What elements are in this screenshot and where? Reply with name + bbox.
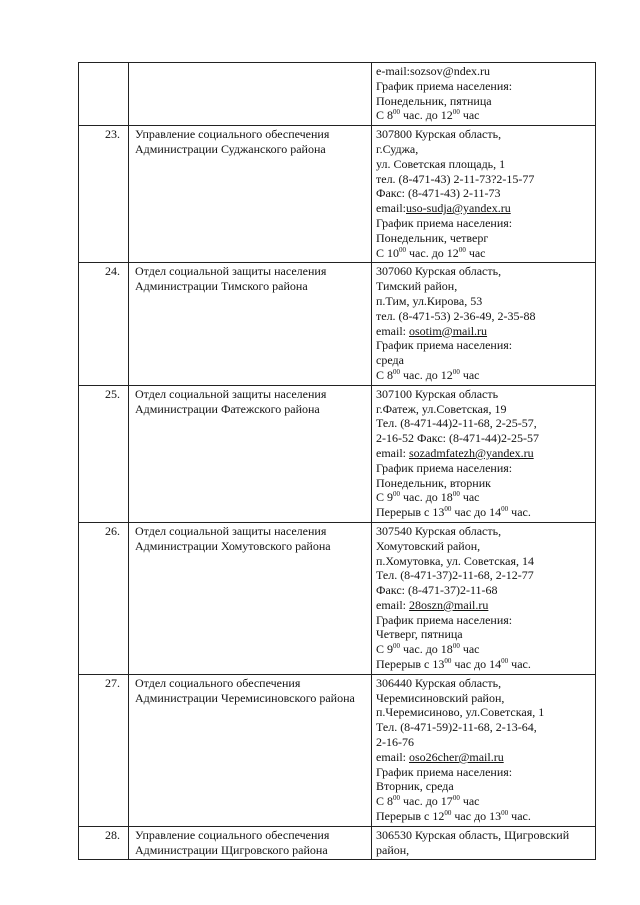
table-row [79, 63, 596, 126]
time-from-text: Перерыв с 13 [376, 505, 445, 520]
contact-line: Вторник, среда [376, 779, 454, 794]
email-link[interactable]: 28oszn@mail.ru [409, 597, 489, 612]
contact-line: Факс: (8-471-37)2-11-68 [376, 583, 498, 598]
time-to-text: час. до 18 [400, 490, 453, 505]
superscript-minutes: 00 [452, 642, 460, 651]
time-from-text: С 8 [376, 794, 394, 809]
contact-line: График приема населения: [376, 78, 513, 93]
superscript-minutes: 00 [444, 505, 452, 514]
time-to-text: час. до 18 [400, 642, 453, 657]
contact-line: График приема населения: [376, 612, 513, 627]
office-contacts [372, 826, 596, 860]
contact-line: Четверг, пятница [376, 627, 463, 642]
contact-line [376, 246, 591, 261]
time-unit-text: час [459, 108, 480, 123]
office-name: Отдел социальной защиты населения Администрации Хомутовского района [129, 522, 372, 674]
office-name: Управление социального обеспечения Администрации Щигровского района [129, 826, 372, 860]
contact-line: район, [376, 842, 410, 857]
contact-line: п.Хомутовка, ул. Советская, 14 [376, 553, 535, 568]
contact-line: Факс: (8-471-43) 2-11-73 [376, 186, 501, 201]
contact-line [376, 324, 591, 339]
email-link[interactable]: sozadmfatezh@yandex.ru [409, 445, 534, 460]
email-link[interactable]: uso-sudja@yandex.ru [406, 201, 511, 216]
contact-line: тел. (8-471-43) 2-11-73?2-15-77 [376, 171, 535, 186]
superscript-minutes: 00 [393, 108, 401, 117]
time-unit-text: час [459, 794, 480, 809]
contact-line: среда [376, 353, 404, 368]
superscript-minutes: 00 [444, 657, 452, 666]
superscript-minutes: 00 [444, 809, 452, 818]
superscript-minutes: 00 [452, 794, 460, 803]
superscript-minutes: 00 [452, 367, 460, 376]
office-contacts [372, 385, 596, 522]
contact-line [376, 505, 591, 520]
contact-line [376, 368, 591, 383]
contact-line: Тел. (8-471-59)2-11-68, 2-13-64, [376, 720, 537, 735]
row-number [79, 63, 129, 126]
time-from-text: С 9 [376, 490, 394, 505]
time-to-text: час. до 12 [400, 108, 453, 123]
office-contacts [372, 522, 596, 674]
row-number: 23. [79, 126, 129, 263]
contact-line: Тимский район, [376, 279, 458, 294]
contact-line: 307800 Курская область, [376, 127, 502, 142]
contact-line [376, 490, 591, 505]
contact-line: 2-16-52 Факс: (8-471-44)2-25-57 [376, 431, 539, 446]
email-link[interactable]: sozsov@ndex.ru [409, 64, 491, 78]
contact-line: 307540 Курская область, [376, 523, 502, 538]
contact-line [376, 750, 591, 765]
time-unit-text: час [459, 490, 480, 505]
time-unit-text: час [459, 367, 480, 382]
row-number: 28. [79, 826, 129, 860]
time-to-text: час. до 12 [406, 245, 459, 260]
contact-line [376, 598, 591, 613]
contact-line [376, 794, 591, 809]
email-label: email: [376, 445, 409, 460]
time-unit-text: час [459, 642, 480, 657]
row-number: 24. [79, 263, 129, 385]
contact-line: ул. Советская площадь, 1 [376, 156, 506, 171]
superscript-minutes: 00 [501, 657, 509, 666]
time-from-text: С 9 [376, 642, 394, 657]
row-number: 25. [79, 385, 129, 522]
row-number: 27. [79, 674, 129, 826]
time-from-text: Перерыв с 13 [376, 657, 445, 672]
contact-line: 2-16-76 [376, 735, 414, 750]
superscript-minutes: 00 [452, 108, 460, 117]
row-number: 26. [79, 522, 129, 674]
office-name: Отдел социальной защиты населения Администрации Тимского района [129, 263, 372, 385]
contact-line: Тел. (8-471-37)2-11-68, 2-12-77 [376, 568, 534, 583]
contact-line [376, 657, 591, 672]
time-from-text: С 8 [376, 108, 394, 123]
office-name: Управление социального обеспечения Администрации Суджанского района [129, 126, 372, 263]
email-link[interactable]: osotim@mail.ru [409, 323, 488, 338]
contact-line: 306440 Курская область, [376, 675, 502, 690]
contact-line: п.Тим, ул.Кирова, 53 [376, 293, 483, 308]
contact-line: 307060 Курская область, [376, 264, 502, 279]
email-label: email: [376, 597, 409, 612]
email-label: email: [376, 201, 406, 216]
contact-line: 306530 Курская область, Щигровский [376, 827, 570, 842]
superscript-minutes: 00 [393, 794, 401, 803]
time-unit-text: час [465, 245, 486, 260]
office-contacts [372, 263, 596, 385]
contact-line: Понедельник, четверг [376, 230, 489, 245]
table-row [79, 126, 596, 263]
email-link[interactable]: oso26cher@mail.ru [409, 749, 504, 764]
contact-line: Черемисиновский район, [376, 690, 505, 705]
office-name [129, 63, 372, 126]
contact-line: Хомутовский район, [376, 538, 481, 553]
email-label: email: [376, 749, 409, 764]
contact-line [376, 809, 591, 824]
time-to-text: час до 13 [451, 809, 502, 824]
time-to-text: час. до 12 [400, 367, 453, 382]
email-label: email: [376, 323, 409, 338]
contact-line [376, 108, 591, 123]
office-contacts [372, 674, 596, 826]
contact-line: тел. (8-471-53) 2-36-49, 2-35-88 [376, 308, 536, 323]
office-contacts [372, 63, 596, 126]
table-row [79, 522, 596, 674]
superscript-minutes: 00 [393, 642, 401, 651]
office-name: Отдел социальной защиты населения Администрации Фатежского района [129, 385, 372, 522]
contact-line: Тел. (8-471-44)2-11-68, 2-25-57, [376, 416, 537, 431]
contact-line: График приема населения: [376, 764, 513, 779]
table-row [79, 674, 596, 826]
contact-line [376, 64, 591, 79]
contact-line: График приема населения: [376, 338, 513, 353]
table-row [79, 385, 596, 522]
offices-table [78, 62, 596, 860]
offices-table-body [79, 63, 596, 860]
email-label: e-mail: [376, 64, 410, 78]
contact-line: г.Фатеж, ул.Советская, 19 [376, 401, 507, 416]
table-row [79, 263, 596, 385]
time-to-text: час до 14 [451, 657, 502, 672]
contact-line: п.Черемисиново, ул.Советская, 1 [376, 705, 545, 720]
superscript-minutes: 00 [501, 505, 509, 514]
superscript-minutes: 00 [393, 367, 401, 376]
contact-line [376, 201, 591, 216]
time-unit-text: час. [508, 657, 531, 672]
superscript-minutes: 00 [393, 490, 401, 499]
time-to-text: час. до 17 [400, 794, 453, 809]
contact-line: График приема населения: [376, 460, 513, 475]
contact-line: 307100 Курская область [376, 386, 499, 401]
contact-line [376, 642, 591, 657]
contact-line: г.Суджа, [376, 141, 419, 156]
superscript-minutes: 00 [452, 490, 460, 499]
contact-line [376, 446, 591, 461]
contact-line: График приема населения: [376, 215, 513, 230]
table-row [79, 826, 596, 860]
superscript-minutes: 00 [501, 809, 509, 818]
superscript-minutes: 00 [399, 245, 407, 254]
time-from-text: Перерыв с 12 [376, 809, 445, 824]
time-from-text: С 10 [376, 245, 400, 260]
time-from-text: С 8 [376, 367, 394, 382]
time-to-text: час до 14 [451, 505, 502, 520]
contact-line: Понедельник, вторник [376, 475, 491, 490]
time-unit-text: час. [508, 809, 531, 824]
office-contacts [372, 126, 596, 263]
office-name: Отдел социального обеспечения Администрации Черемисиновского района [129, 674, 372, 826]
contact-line: Понедельник, пятница [376, 93, 492, 108]
time-unit-text: час. [508, 505, 531, 520]
superscript-minutes: 00 [458, 245, 466, 254]
